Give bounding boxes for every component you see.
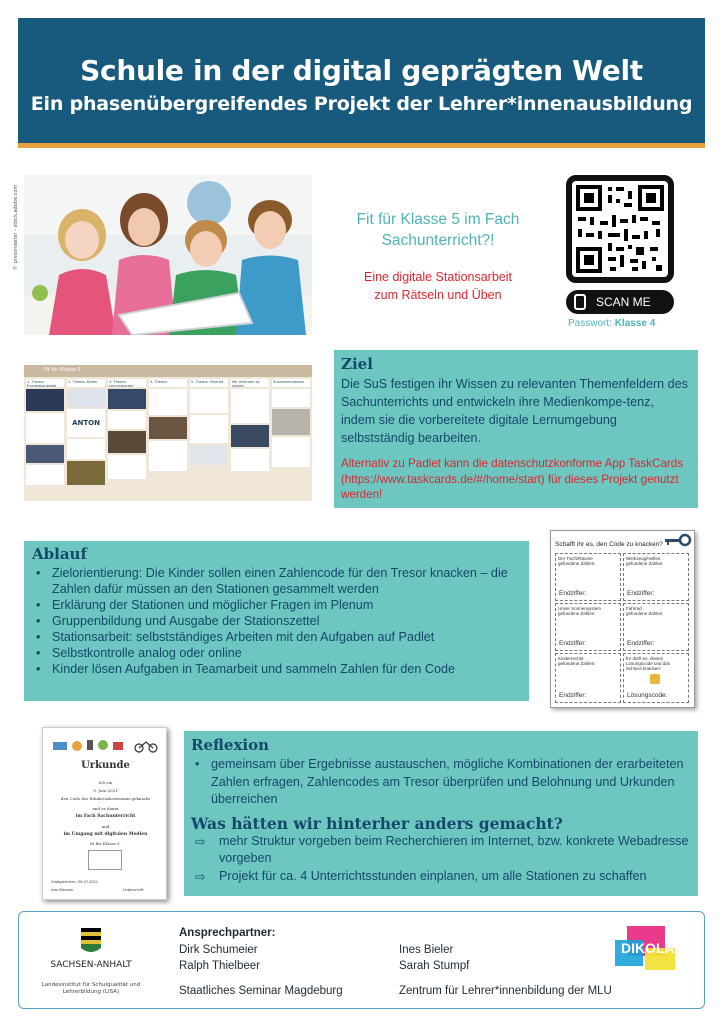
padlet-column <box>26 379 64 499</box>
intro-headline <box>338 209 538 251</box>
padlet-column <box>149 379 187 499</box>
intro-headline-line1: Fit für Klasse 5 im Fach <box>356 211 520 228</box>
procedure-box <box>24 541 529 701</box>
worksheet-cell-title: Ihr dürft es, dieses Lösungscode und das Schloss knacken: <box>626 656 671 671</box>
procedure-item: • Stationsarbeit: selbstständiges Arbeiten mit den Aufgaben auf Padlet <box>32 629 521 645</box>
laptop-icon <box>88 850 122 870</box>
worksheet-cell <box>623 603 689 651</box>
certificate <box>42 727 167 900</box>
worksheet-cell-title: Kinderrechte <box>558 656 584 661</box>
institution-name: Zentrum für Lehrer*innenbildung der MLU <box>399 985 612 997</box>
padlet-column <box>67 379 105 499</box>
certificate-line: 9. Juni 2021 <box>93 788 118 793</box>
padlet-column-header: 3. Thema: Lerncomputer <box>108 379 146 387</box>
dikola-text: DIKOLA <box>621 940 675 956</box>
certificate-date: Großgierichen, 09.07.2021 <box>51 880 98 884</box>
contact-person: Ines Bieler <box>399 944 454 956</box>
worksheet-cell <box>555 553 621 601</box>
certificate-line: Ich ein <box>98 780 113 785</box>
worksheet-endziffer: Endziffer: <box>627 590 655 597</box>
procedure-list <box>32 565 521 677</box>
padlet-column-header: Zusammenfassen <box>272 379 310 387</box>
contact-label: Ansprechpartner: <box>179 927 276 939</box>
worksheet-cell-title: Der Tisch/Räume <box>558 556 593 561</box>
certificate-line: den Code des Edukreuzkostraums geknackt <box>60 796 151 801</box>
page-subtitle: Ein phasenübergreifendes Projekt der Lehrer*innenausbildung <box>30 93 693 115</box>
footer-contacts <box>18 911 705 1009</box>
contact-person: Sarah Stumpf <box>399 960 470 972</box>
padlet-columns <box>26 379 310 499</box>
state-name: SACHSEN-ANHALT <box>50 960 132 970</box>
worksheet-found-label: gefundene Zahlen: <box>558 561 596 566</box>
padlet-column-header: 5. Thema: Fahrrad <box>190 379 228 387</box>
contact-person: Dirk Schumeier <box>179 944 258 956</box>
reflection-item: • gemeinsam über Ergebnisse austauschen, mögliche Kombinationen der erarbeiteten Zahlen erfragen, Zahlencodes am Tresor überprüfen und Belohnung und Urkunden überreichen <box>191 756 691 809</box>
certificate-line: im Umgang mit digitalen Medien <box>63 832 148 837</box>
password-line <box>568 318 678 329</box>
goal-alternative-note: Alternativ zu Padlet kann die datenschutzkonforme App TaskCards (https://www.taskcards.de/#/home/start) für dieses Projekt genutzt werden! <box>341 457 683 501</box>
padlet-column-header: Wir möchten es wissen <box>231 379 269 387</box>
worksheet-cell <box>555 603 621 651</box>
padlet-title: Fit für Klasse 5 <box>44 367 81 373</box>
password-label: Passwort: <box>568 318 612 329</box>
certificate-signature-label: Unterschrift <box>123 888 144 892</box>
padlet-header-bar <box>24 365 312 377</box>
reflection-arrow-item: ⇨ mehr Struktur vorgeben beim Recherchieren im Internet, bzw. konkrete Webadresse vorgeben <box>191 833 691 868</box>
reflection-arrow-item: ⇨ Projekt für ca. 4 Unterrichtsstunden einplanen, um alle Stationen zu schaffen <box>191 868 691 886</box>
dikola-logo <box>615 926 683 972</box>
padlet-column-header: 4. Thema: <box>149 379 187 387</box>
children-tablet-photo <box>24 175 312 335</box>
worksheet-found-label: gefundene Zahlen: <box>558 611 596 616</box>
goal-box <box>334 350 698 508</box>
worksheet-cell <box>623 553 689 601</box>
lisa-name: Landesinstitut für Schulqualität und Lehrerbildung (LISA) <box>41 982 141 995</box>
intro-headline-line2: Sachunterricht?! <box>381 232 495 249</box>
scan-me-button[interactable] <box>566 290 674 314</box>
procedure-item: • Zielorientierung: Die Kinder sollen einen Zahlencode für den Tresor knacken – die Zahlen dafür müssen an den Stationen gesammelt werden <box>32 565 521 597</box>
padlet-column <box>190 379 228 499</box>
procedure-item: • Kinder lösen Aufgaben in Teamarbeit und sammeln Zahlen für den Code <box>32 661 521 677</box>
scan-me-label: SCAN ME <box>596 295 651 309</box>
procedure-item: • Gruppenbildung und Ausgabe der Stationszettel <box>32 613 521 629</box>
password-value: Klasse 4 <box>614 318 656 329</box>
worksheet-title: Schafft ihr es, den Code zu knacken? <box>555 541 663 548</box>
worksheet-solution-label: Lösungscode: <box>627 692 668 699</box>
qr-code[interactable] <box>566 175 674 283</box>
goal-heading: Ziel <box>341 355 373 373</box>
worksheet-found-label: gefundene Zahlen: <box>558 661 596 666</box>
certificate-line: und <box>101 824 110 829</box>
certificate-line: und es damit <box>92 806 119 811</box>
worksheet-cell-title: Unser Sonnensystem <box>558 606 602 611</box>
contact-person: Ralph Thielbeer <box>179 960 260 972</box>
lock-icon <box>650 674 660 684</box>
reflection-heading: Reflexion <box>191 736 270 754</box>
procedure-item: • Selbstkontrolle analog oder online <box>32 645 521 661</box>
worksheet-cell <box>555 653 621 703</box>
worksheet-cell-title: Fahrrad <box>626 606 642 611</box>
sachsen-anhalt-logo <box>31 922 151 1002</box>
worksheet-endziffer: Endziffer: <box>559 640 587 647</box>
anton-logo: ANTON <box>67 409 105 437</box>
padlet-column-header: 1. Thema: Energiekonzepte <box>26 379 64 387</box>
page-title: Schule in der digital geprägten Welt <box>80 54 643 87</box>
padlet-column <box>108 379 146 499</box>
institution-name: Staatliches Seminar Magdeburg <box>179 985 343 997</box>
worksheet-endziffer: Endziffer: <box>559 692 587 699</box>
intro-tagline-line1: Eine digitale Stationsarbeit <box>363 270 512 284</box>
worksheet-endziffer: Endziffer: <box>559 590 587 597</box>
key-icon <box>663 533 693 547</box>
header-banner <box>18 18 705 148</box>
worksheet-cell-title: Werkzeug/Helfen <box>626 556 661 561</box>
certificate-line: im Fach Sachunterricht <box>75 814 136 819</box>
phone-icon <box>574 294 586 310</box>
worksheet-endziffer: Endziffer: <box>627 640 655 647</box>
procedure-item: • Erklärung der Stationen und möglicher Fragen im Plenum <box>32 597 521 613</box>
certificate-icons <box>51 736 161 754</box>
reflection-heading-2: Was hätten wir hinterher anders gemacht? <box>191 813 563 833</box>
intro-tagline <box>338 268 538 304</box>
procedure-heading: Ablauf <box>32 545 87 563</box>
worksheet-found-label: gefundene Zahlen: <box>626 611 664 616</box>
goal-text: Die SuS festigen ihr Wissen zu relevanten Themenfeldern des Sachunterrichts und entwickeln ihre Medienkompe-tenz, indem sie die vorbereitete digitale Lernumgebung selbstständig bearbeiten. <box>341 377 688 445</box>
reflection-list <box>191 756 691 809</box>
padlet-column <box>231 379 269 499</box>
certificate-line: fit für Klasse 5. <box>90 841 121 846</box>
padlet-screenshot <box>24 365 312 501</box>
worksheet-found-label: gefundene Zahlen: <box>626 561 664 566</box>
reflection-box <box>184 731 698 896</box>
certificate-signer: Ines Bieusen <box>51 888 74 892</box>
worksheet-cell <box>623 653 689 703</box>
intro-tagline-line2: zum Rätseln und Üben <box>374 288 502 302</box>
code-worksheet <box>550 530 695 708</box>
padlet-column-header: 2. Thema: Daten <box>67 379 105 387</box>
padlet-column <box>272 379 310 499</box>
photo-credit: © pressmaster - stock.adobe.com <box>13 184 19 270</box>
coat-of-arms-icon <box>81 928 101 954</box>
certificate-title: Urkunde <box>81 760 130 771</box>
